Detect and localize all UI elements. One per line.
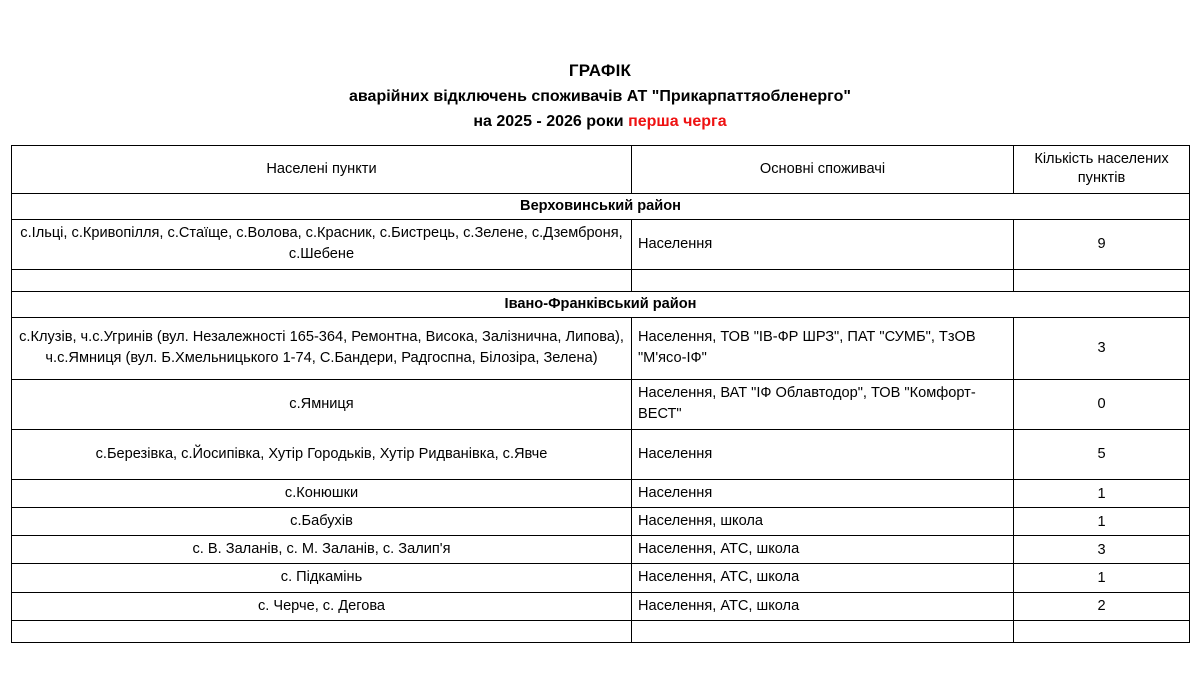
table-row <box>12 479 1190 507</box>
row-consumers: Населення, ВАТ "ІФ Облавтодор", ТОВ "Комфорт-ВЕСТ" <box>632 379 1014 429</box>
district-row <box>12 291 1190 317</box>
spacer-cell-places <box>12 620 632 642</box>
table-row <box>12 429 1190 479</box>
row-count: 1 <box>1014 479 1190 507</box>
row-count: 2 <box>1014 592 1190 620</box>
page-subtitle: аварійних відключень споживачів АТ "Прикарпаттяобленерго" <box>349 87 851 105</box>
row-count: 1 <box>1014 508 1190 536</box>
table-row <box>12 379 1190 429</box>
table-header-row <box>12 145 1190 193</box>
row-places: с.Конюшки <box>12 479 632 507</box>
row-consumers: Населення <box>632 479 1014 507</box>
row-count: 3 <box>1014 536 1190 564</box>
row-places: с. В. Заланів, с. М. Заланів, с. Залип'я <box>12 536 632 564</box>
row-places: с.Ямниця <box>12 379 632 429</box>
table-row <box>12 592 1190 620</box>
table-row <box>12 564 1190 592</box>
column-header-count: Кількість населених пунктів <box>1014 145 1190 193</box>
page-period-line <box>0 110 1200 134</box>
district-name: Івано-Франківський район <box>12 291 1190 317</box>
spacer-row <box>12 269 1190 291</box>
row-consumers: Населення, школа <box>632 508 1014 536</box>
table-row <box>12 508 1190 536</box>
row-places: с.Ільці, с.Кривопілля, с.Стаїще, с.Волова, с.Красник, с.Бистрець, с.Зелене, с.Дземброня, с.Шебене <box>12 219 632 269</box>
row-places: с. Підкамінь <box>12 564 632 592</box>
page-title: ГРАФІК <box>568 61 632 80</box>
spacer-cell-count <box>1014 620 1190 642</box>
spacer-cell-consumers <box>632 269 1014 291</box>
row-count: 0 <box>1014 379 1190 429</box>
row-consumers: Населення, АТС, школа <box>632 592 1014 620</box>
row-places: с. Черче, с. Дегова <box>12 592 632 620</box>
district-row <box>12 193 1190 219</box>
outage-schedule-table <box>11 145 1190 643</box>
period-text: на 2025 - 2026 роки <box>473 112 629 130</box>
row-consumers: Населення, ТОВ "ІВ-ФР ШРЗ", ПАТ "СУМБ", ТзОВ "М'ясо-ІФ" <box>632 317 1014 379</box>
spacer-cell-places <box>12 269 632 291</box>
row-places: с.Клузів, ч.с.Угринів (вул. Незалежності 165-364, Ремонтна, Висока, Залізнична, Липова), ч.с.Ямниця (вул. Б.Хмельницького 1-74, С.Бандери, Радгоспна, Білозіра, Зелена) <box>12 317 632 379</box>
row-consumers: Населення <box>632 429 1014 479</box>
row-places: с.Березівка, с.Йосипівка, Хутір Городьків, Хутір Ридванівка, с.Явче <box>12 429 632 479</box>
district-name: Верховинський район <box>12 193 1190 219</box>
table-row <box>12 317 1190 379</box>
row-count: 5 <box>1014 429 1190 479</box>
row-count: 9 <box>1014 219 1190 269</box>
row-consumers: Населення, АТС, школа <box>632 564 1014 592</box>
spacer-cell-consumers <box>632 620 1014 642</box>
row-consumers: Населення <box>632 219 1014 269</box>
spacer-cell-count <box>1014 269 1190 291</box>
queue-label: перша черга <box>628 112 727 130</box>
column-header-consumers: Основні споживачі <box>632 145 1014 193</box>
column-header-places: Населені пункти <box>12 145 632 193</box>
row-consumers: Населення, АТС, школа <box>632 536 1014 564</box>
document-title-block <box>0 0 1200 134</box>
table-row <box>12 219 1190 269</box>
table-row <box>12 536 1190 564</box>
spacer-row <box>12 620 1190 642</box>
row-count: 3 <box>1014 317 1190 379</box>
row-places: с.Бабухів <box>12 508 632 536</box>
row-count: 1 <box>1014 564 1190 592</box>
